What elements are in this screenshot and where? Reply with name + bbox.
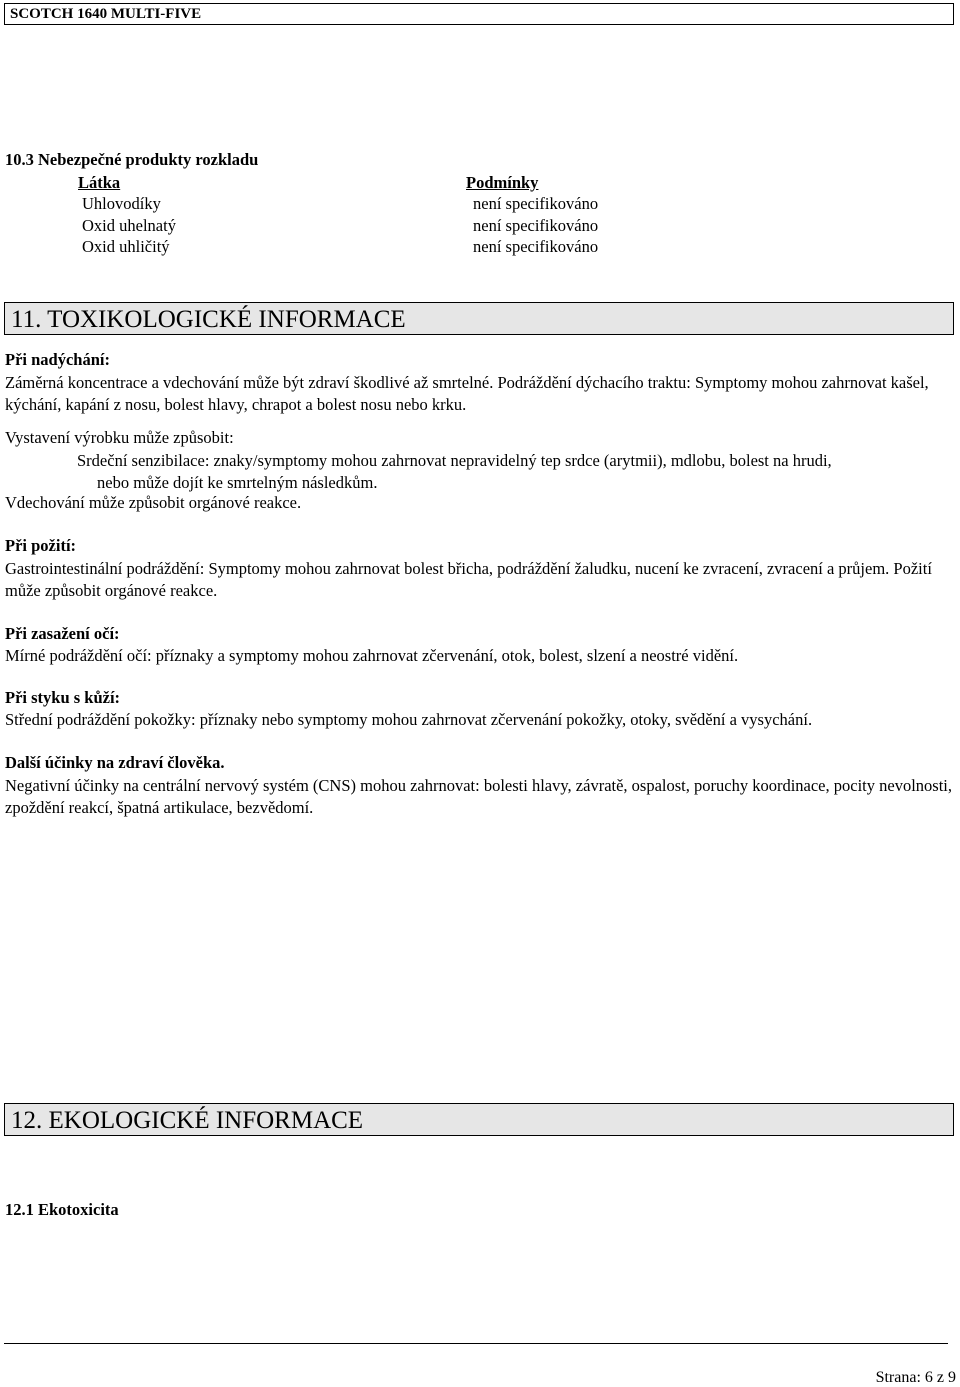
page-number: Strana: 6 z 9 <box>875 1369 956 1386</box>
section-12-title: 12. EKOLOGICKÉ INFORMACE <box>11 1107 364 1134</box>
other-effects-text: Negativní účinky na centrální nervový systém (CNS) mohou zahrnovat: bolesti hlavy, závratě, ospalost, poruchy koordinace, pocity nevolnosti, zpoždění reakcí, špatná artikulace, bezvědomí. <box>5 776 952 817</box>
eye-text: Mírné podráždění očí: příznaky a symptomy mohou zahrnovat zčervenání, otok, bolest, slzení a neostré vidění. <box>5 646 739 665</box>
product-name: SCOTCH 1640 MULTI-FIVE <box>10 6 202 22</box>
section-11-title: 11. TOXIKOLOGICKÉ INFORMACE <box>11 306 406 333</box>
condition-row-1: není specifikováno <box>473 194 599 213</box>
col-header-substance: Látka <box>78 173 121 192</box>
col-header-conditions: Podmínky <box>466 173 539 192</box>
condition-row-2: není specifikováno <box>473 216 599 235</box>
section-12-1-title: 12.1 Ekotoxicita <box>5 1200 119 1219</box>
section-12-bar <box>4 1103 954 1136</box>
skin-heading: Při styku s kůží: <box>5 688 121 707</box>
eye-heading: Při zasažení očí: <box>5 624 120 643</box>
cardiac-line-2: nebo může dojít ke smrtelným následkům. <box>97 473 378 492</box>
inhalation-heading: Při nadýchání: <box>5 350 110 369</box>
skin-text: Střední podráždění pokožky: příznaky nebo symptomy mohou zahrnovat zčervenání pokožky, otoky, svědění a vysychání. <box>5 710 813 729</box>
substance-row-3: Oxid uhličitý <box>82 237 170 256</box>
ingestion-text: Gastrointestinální podráždění: Symptomy mohou zahrnovat bolest břicha, podráždění žaludku, nucení ke zvracení, zvracení a průjem. Požití může způsobit orgánové reakce. <box>5 559 932 600</box>
section-11-bar <box>4 302 954 335</box>
inhalation-organ-text: Vdechování může způsobit orgánové reakce. <box>5 493 302 512</box>
footer-rule <box>4 1343 948 1344</box>
substance-row-1: Uhlovodíky <box>82 194 161 213</box>
inhalation-text: Záměrná koncentrace a vdechování může být zdraví škodlivé až smrtelné. Podráždění dýchacího traktu: Symptomy mohou zahrnovat kašel, kýchání, kapání z nosu, bolest hlavy, chrapot a bolest nosu nebo krku. <box>5 373 929 414</box>
cardiac-block <box>77 450 952 494</box>
section-10-3-title: 10.3 Nebezpečné produkty rozkladu <box>5 150 259 169</box>
ingestion-heading: Při požití: <box>5 536 77 555</box>
substance-row-2: Oxid uhelnatý <box>82 216 176 235</box>
exposure-text: Vystavení výrobku může způsobit: <box>5 428 234 447</box>
cardiac-line-1: Srdeční senzibilace: znaky/symptomy mohou zahrnovat nepravidelný tep srdce (arytmii), mdlobu, bolest na hrudi, <box>77 451 832 470</box>
other-effects-heading: Další účinky na zdraví člověka. <box>5 753 225 772</box>
document-header-box <box>4 3 954 25</box>
condition-row-3: není specifikováno <box>473 237 599 256</box>
